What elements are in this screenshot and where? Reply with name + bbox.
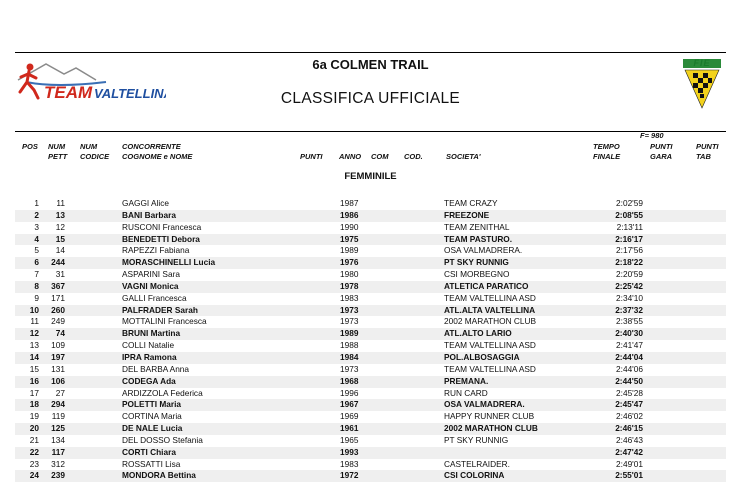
team-cell: TEAM PASTURO. xyxy=(444,233,513,244)
table-row xyxy=(15,234,726,246)
col-punti-gara-line2: GARA xyxy=(650,152,673,161)
pett-cell: 260 xyxy=(51,304,65,315)
team-cell: POL.ALBOSAGGIA xyxy=(444,351,520,362)
name-cell: BRUNI Martina xyxy=(122,328,181,339)
time-cell: 2:25'42 xyxy=(615,280,643,291)
pett-cell: 14 xyxy=(55,245,65,256)
classification-subtitle: CLASSIFICA UFFICIALE xyxy=(280,90,461,107)
team-cell: CSI COLORINA xyxy=(444,470,505,481)
col-punti-tab-line2: TAB xyxy=(696,152,711,161)
team-cell: RUN CARD xyxy=(444,387,488,398)
team-cell: OSA VALMADRERA. xyxy=(444,399,525,410)
time-cell: 2:46'02 xyxy=(616,411,643,422)
pett-cell: 171 xyxy=(51,292,65,303)
time-cell: 2:45'47 xyxy=(615,399,643,410)
logo-team-word: TEAM xyxy=(44,83,93,102)
col-pos: POS xyxy=(22,142,38,151)
year-cell: 1968 xyxy=(340,375,359,386)
pett-cell: 27 xyxy=(55,387,65,398)
team-cell: PREMANA. xyxy=(444,375,489,386)
pos-cell: 3 xyxy=(34,221,39,232)
col-num-codice-line2: CODICE xyxy=(80,152,110,161)
col-num-pett-line2: PETT xyxy=(48,152,68,161)
team-cell: ATLETICA PARATICO xyxy=(444,280,529,291)
team-cell: HAPPY RUNNER CLUB xyxy=(444,411,535,422)
time-cell: 2:47'42 xyxy=(615,446,643,457)
table-row xyxy=(15,459,726,471)
pos-cell: 20 xyxy=(29,423,39,434)
name-cell: ASPARINI Sara xyxy=(122,269,180,280)
pett-cell: 12 xyxy=(55,221,65,232)
name-cell: BANI Barbara xyxy=(122,209,176,220)
name-cell: MORASCHINELLI Lucia xyxy=(122,257,216,268)
col-num-codice xyxy=(80,142,109,162)
pos-cell: 16 xyxy=(29,375,39,386)
event-title: 6a COLMEN TRAIL xyxy=(312,57,429,72)
time-cell: 2:20'59 xyxy=(616,269,643,280)
col-num-codice-line1: NUM xyxy=(80,142,98,151)
table-row xyxy=(15,435,726,447)
pett-cell: 239 xyxy=(51,470,65,481)
name-cell: DEL DOSSO Stefania xyxy=(122,434,203,445)
team-cell: TEAM CRAZY xyxy=(444,198,498,208)
pos-cell: 10 xyxy=(29,304,39,315)
col-cod: COD. xyxy=(404,152,423,161)
pett-cell: 31 xyxy=(55,269,65,280)
col-concorrente-line1: CONCORRENTE xyxy=(122,142,181,151)
col-tempo-line1: TEMPO xyxy=(593,142,620,151)
year-cell: 1983 xyxy=(340,458,359,469)
team-cell: ATL.ALTA VALTELLINA xyxy=(444,304,536,315)
year-cell: 1996 xyxy=(340,387,359,398)
name-cell: ROSSATTI Lisa xyxy=(122,458,181,469)
year-cell: 1976 xyxy=(340,257,359,268)
name-cell: DEL BARBA Anna xyxy=(122,363,190,374)
col-concorrente xyxy=(122,142,192,162)
table-row xyxy=(15,411,726,423)
year-cell: 1989 xyxy=(340,328,359,339)
pos-cell: 7 xyxy=(34,269,39,280)
pos-cell: 17 xyxy=(29,387,39,398)
year-cell: 1988 xyxy=(340,340,359,351)
pos-cell: 2 xyxy=(34,209,39,220)
table-row xyxy=(15,470,726,482)
col-societa: SOCIETA' xyxy=(446,152,481,161)
pos-cell: 19 xyxy=(29,411,39,422)
table-row xyxy=(15,376,726,388)
team-cell: PT SKY RUNNIG xyxy=(444,257,509,268)
pett-cell: 294 xyxy=(51,399,65,410)
col-tempo-line2: FINALE xyxy=(593,152,621,161)
time-cell: 2:40'30 xyxy=(615,328,643,339)
table-row xyxy=(15,210,726,222)
year-cell: 1965 xyxy=(340,434,359,445)
col-anno: ANNO xyxy=(339,152,362,161)
col-tempo-finale xyxy=(593,142,620,162)
year-cell: 1973 xyxy=(340,363,359,374)
team-cell: OSA VALMADRERA. xyxy=(444,245,523,256)
table-row xyxy=(15,399,726,411)
pett-cell: 367 xyxy=(51,280,65,291)
col-punti-tab xyxy=(696,142,719,162)
name-cell: ARDIZZOLA Federica xyxy=(122,387,203,398)
pos-cell: 22 xyxy=(29,446,39,457)
pos-cell: 11 xyxy=(30,316,39,327)
name-cell: MONDORA Bettina xyxy=(122,470,196,481)
name-cell: CORTI Chiara xyxy=(122,446,176,457)
pos-cell: 8 xyxy=(34,280,39,291)
pett-cell: 11 xyxy=(56,198,65,208)
name-cell: CORTINA Maria xyxy=(122,411,182,422)
team-cell: TEAM ZENITHAL xyxy=(444,221,510,232)
name-cell: RUSCONI Francesca xyxy=(122,221,202,232)
year-cell: 1969 xyxy=(340,411,359,422)
year-cell: 1973 xyxy=(340,316,359,327)
pos-cell: 21 xyxy=(29,434,39,445)
pos-cell: 9 xyxy=(34,292,39,303)
name-cell: GALLI Francesca xyxy=(122,292,187,303)
col-com: COM xyxy=(371,152,389,161)
time-cell: 2:44'06 xyxy=(616,363,643,374)
time-cell: 2:45'28 xyxy=(616,387,643,398)
time-cell: 2:44'04 xyxy=(615,351,643,362)
pett-cell: 312 xyxy=(51,458,65,469)
team-cell: CASTELRAIDER. xyxy=(444,458,510,469)
time-cell: 2:46'43 xyxy=(616,434,643,445)
pett-cell: 134 xyxy=(51,434,65,445)
col-punti-tab-line1: PUNTI xyxy=(696,142,719,151)
pos-cell: 13 xyxy=(29,340,39,351)
pett-cell: 119 xyxy=(51,411,65,422)
fie-logo xyxy=(682,58,722,110)
team-cell: CSI MORBEGNO xyxy=(444,269,510,280)
name-cell: PALFRADER Sarah xyxy=(122,304,198,315)
team-cell: TEAM VALTELLINA ASD xyxy=(444,292,536,303)
name-cell: GAGGI Alice xyxy=(122,198,170,208)
year-cell: 1989 xyxy=(340,245,359,256)
table-row xyxy=(15,388,726,400)
pos-cell: 5 xyxy=(34,245,39,256)
table-row xyxy=(15,316,726,328)
team-cell: FREEZONE xyxy=(444,209,490,220)
time-cell: 2:16'17 xyxy=(615,233,643,244)
name-cell: VAGNI Monica xyxy=(122,280,179,291)
year-cell: 1987 xyxy=(340,198,359,208)
pett-cell: 249 xyxy=(51,316,65,327)
pett-cell: 125 xyxy=(51,423,65,434)
col-punti-gara-line1: PUNTI xyxy=(650,142,673,151)
top-rule xyxy=(15,52,726,53)
table-row xyxy=(15,423,726,435)
name-cell: IPRA Ramona xyxy=(122,351,177,362)
name-cell: RAPEZZI Fabiana xyxy=(122,245,190,256)
table-row xyxy=(15,340,726,352)
f-coefficient: F= 980 xyxy=(640,131,664,140)
col-punti-gara xyxy=(650,142,673,162)
time-cell: 2:46'15 xyxy=(615,423,643,434)
pos-cell: 6 xyxy=(34,257,39,268)
fie-text: FIE xyxy=(693,58,711,68)
table-row xyxy=(15,447,726,459)
name-cell: COLLI Natalie xyxy=(122,340,175,351)
team-cell: 2002 MARATHON CLUB xyxy=(444,423,538,434)
pos-cell: 4 xyxy=(34,233,39,244)
time-cell: 2:38'55 xyxy=(616,316,643,327)
pos-cell: 15 xyxy=(29,363,39,374)
year-cell: 1983 xyxy=(340,292,359,303)
year-cell: 1993 xyxy=(340,446,359,457)
time-cell: 2:49'01 xyxy=(616,458,643,469)
table-row xyxy=(15,352,726,364)
time-cell: 2:18'22 xyxy=(615,257,643,268)
team-cell: TEAM VALTELLINA ASD xyxy=(444,363,536,374)
table-row xyxy=(15,293,726,305)
table-row xyxy=(15,198,726,210)
table-row xyxy=(15,305,726,317)
time-cell: 2:41'47 xyxy=(616,340,643,351)
year-cell: 1972 xyxy=(340,470,359,481)
col-num-pett xyxy=(48,142,67,162)
table-row xyxy=(15,328,726,340)
year-cell: 1961 xyxy=(340,423,359,434)
team-cell: 2002 MARATHON CLUB xyxy=(444,316,537,327)
time-cell: 2:17'56 xyxy=(616,245,643,256)
pett-cell: 109 xyxy=(51,340,65,351)
time-cell: 2:13'11 xyxy=(616,221,643,232)
pett-cell: 106 xyxy=(51,375,65,386)
section-femminile: FEMMINILE xyxy=(344,171,397,182)
pos-cell: 23 xyxy=(29,458,39,469)
pett-cell: 117 xyxy=(51,446,65,457)
pos-cell: 12 xyxy=(29,328,39,339)
team-cell: PT SKY RUNNIG xyxy=(444,434,509,445)
team-cell: ATL.ALTO LARIO xyxy=(444,328,512,339)
year-cell: 1984 xyxy=(340,351,359,362)
year-cell: 1990 xyxy=(340,221,359,232)
pos-cell: 24 xyxy=(29,470,39,481)
name-cell: POLETTI Maria xyxy=(122,399,182,410)
year-cell: 1980 xyxy=(340,269,359,280)
pett-cell: 131 xyxy=(51,363,65,374)
pett-cell: 13 xyxy=(55,209,65,220)
table-row xyxy=(15,364,726,376)
year-cell: 1986 xyxy=(340,209,359,220)
year-cell: 1975 xyxy=(340,233,359,244)
results-table xyxy=(15,198,726,482)
col-num-pett-line1: NUM xyxy=(48,142,66,151)
name-cell: CODEGA Ada xyxy=(122,375,176,386)
table-row xyxy=(15,269,726,281)
pos-cell: 18 xyxy=(29,399,39,410)
time-cell: 2:55'01 xyxy=(615,470,643,481)
table-row xyxy=(15,245,726,257)
col-concorrente-line2: COGNOME e NOME xyxy=(122,152,193,161)
name-cell: BENEDETTI Debora xyxy=(122,233,200,244)
name-cell: MOTTALINI Francesca xyxy=(122,316,207,327)
table-row xyxy=(15,222,726,234)
time-cell: 2:08'55 xyxy=(615,209,643,220)
time-cell: 2:34'10 xyxy=(616,292,643,303)
pos-cell: 1 xyxy=(34,198,39,208)
time-cell: 2:02'59 xyxy=(616,198,643,208)
time-cell: 2:44'50 xyxy=(615,375,643,386)
table-row xyxy=(15,281,726,293)
table-row xyxy=(15,257,726,269)
pett-cell: 15 xyxy=(55,233,65,244)
year-cell: 1967 xyxy=(340,399,359,410)
pett-cell: 74 xyxy=(55,328,65,339)
year-cell: 1973 xyxy=(340,304,359,315)
logo-valtellina-word: VALTELLINA xyxy=(94,86,166,101)
pett-cell: 197 xyxy=(51,351,65,362)
col-punti: PUNTI xyxy=(300,152,323,161)
pett-cell: 244 xyxy=(51,257,65,268)
header-rule xyxy=(15,131,726,132)
pos-cell: 14 xyxy=(29,351,39,362)
name-cell: DE NALE Lucia xyxy=(122,423,183,434)
team-cell: TEAM VALTELLINA ASD xyxy=(444,340,536,351)
time-cell: 2:37'32 xyxy=(615,304,643,315)
year-cell: 1978 xyxy=(340,280,359,291)
